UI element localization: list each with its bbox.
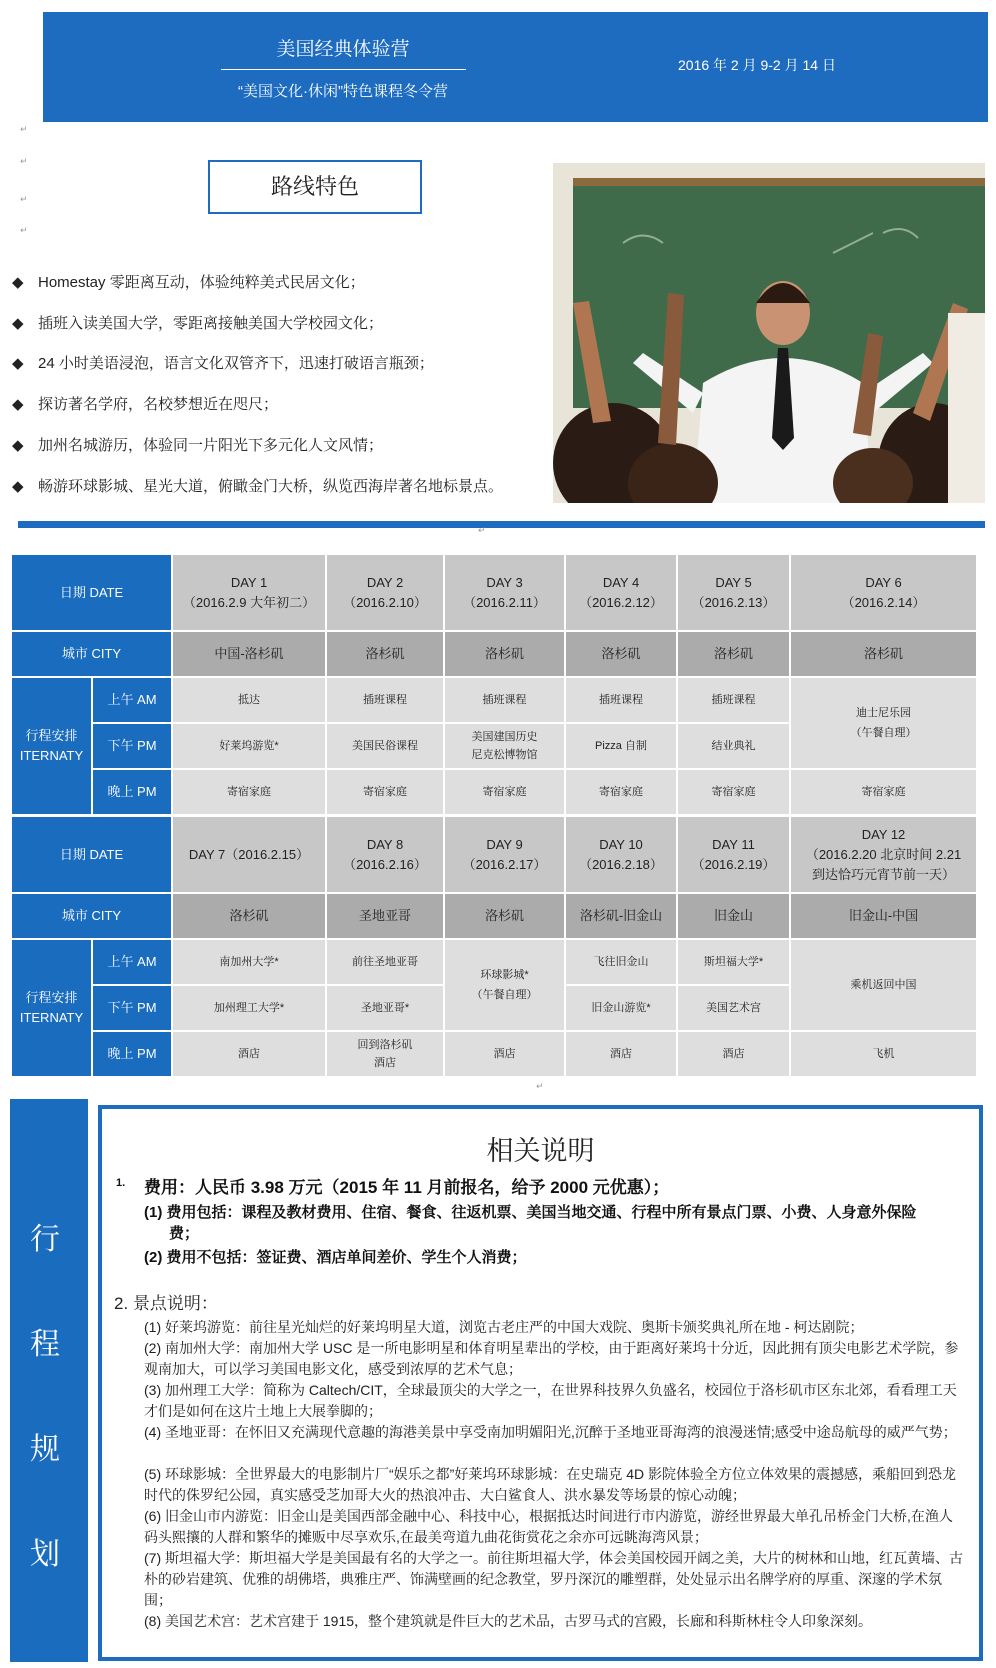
day-header: DAY 5 （2016.2.13） bbox=[678, 555, 789, 630]
city-cell: 中国-洛杉矶 bbox=[173, 632, 325, 676]
city-cell: 洛杉矶 bbox=[445, 632, 564, 676]
banner-subtitle: “美国文化·休闲”特色课程冬令营 bbox=[238, 83, 448, 100]
activity-pm: 加州理工大学* bbox=[173, 986, 325, 1030]
paragraph-mark: ↵ bbox=[478, 526, 486, 536]
fee-includes: (1) 费用包括：课程及教材费用、住宿、餐食、往返机票、美国当地交通、行程中所有景点门票、小费、人身意外保险 bbox=[144, 1204, 917, 1221]
paragraph-mark: ↵ bbox=[20, 226, 28, 236]
city-cell: 洛杉矶 bbox=[678, 632, 789, 676]
diamond-bullet-icon: ◆ bbox=[12, 355, 24, 372]
activity-daytime: 迪士尼乐园 （午餐自理） bbox=[791, 678, 976, 768]
city-cell: 圣地亚哥 bbox=[327, 894, 443, 938]
day-header: DAY 2 （2016.2.10） bbox=[327, 555, 443, 630]
activity-pm: 圣地亚哥* bbox=[327, 986, 443, 1030]
spot-item: (5) 环球影城：全世界最大的电影制片厂“娱乐之都”好莱坞环球影城：在史瑞克 4D 影院体验全方位立体效果的震撼感，乘船回到恐龙时代的侏罗纪公园，真实感受芝加哥大火的热浪冲击、大白鲨食人、洪水暴发等场景的惊心动魄； bbox=[144, 1466, 956, 1503]
city-cell: 洛杉矶 bbox=[445, 894, 564, 938]
pm-label: 下午 PM bbox=[93, 986, 171, 1030]
city-cell: 旧金山-中国 bbox=[791, 894, 976, 938]
feature-item: ◆ 插班入读美国大学，零距离接触美国大学校园文化； bbox=[12, 313, 383, 335]
spot-item: (1) 好莱坞游览：前往星光灿烂的好莱坞明星大道，浏览古老庄严的中国大戏院、奥斯卡颁奖典礼所在地 - 柯达剧院； bbox=[144, 1319, 864, 1335]
day-header: DAY 7（2016.2.15） bbox=[173, 817, 325, 892]
route-features-title: 路线特色 bbox=[208, 160, 422, 214]
activity-am: 斯坦福大学* bbox=[678, 940, 789, 984]
city-header: 城市 CITY bbox=[12, 894, 171, 938]
day-header: DAY 1 （2016.2.9 大年初二） bbox=[173, 555, 325, 630]
activity-am: 插班课程 bbox=[678, 678, 789, 722]
activity-pm: 旧金山游览* bbox=[566, 986, 676, 1030]
itinerary-header: 行程安排 ITERNATY bbox=[12, 940, 91, 1076]
day-header: DAY 3 （2016.2.11） bbox=[445, 555, 564, 630]
banner-date: 2016 年 2 月 9-2 月 14 日 bbox=[678, 57, 836, 73]
banner-divider bbox=[221, 69, 466, 70]
spot-item: (6) 旧金山市内游览：旧金山是美国西部金融中心、科技中心，根据抵达时间进行市内游览，游经世界最大单孔吊桥金门大桥,在渔人码头熙攘的人群和繁华的摊贩中尽享欢乐,在最美弯道九曲花街赏花之余亦可远眺海湾风景； bbox=[144, 1508, 953, 1545]
spot-item: (8) 美国艺术宫：艺术宫建于 1915，整个建筑就是件巨大的艺术品，古罗马式的宫殿，长廊和科斯林柱令人印象深刻。 bbox=[144, 1613, 873, 1629]
diamond-bullet-icon: ◆ bbox=[12, 315, 24, 332]
activity-am: 插班课程 bbox=[566, 678, 676, 722]
activity-am: 南加州大学* bbox=[173, 940, 325, 984]
header-banner bbox=[43, 12, 988, 122]
feature-item: ◆ Homestay 零距离互动，体验纯粹美式民居文化； bbox=[12, 272, 365, 294]
itinerary-header: 行程安排 ITERNATY bbox=[12, 678, 91, 814]
city-cell: 洛杉矶 bbox=[791, 632, 976, 676]
city-header: 城市 CITY bbox=[12, 632, 171, 676]
city-cell: 洛杉矶 bbox=[327, 632, 443, 676]
activity-night: 酒店 bbox=[566, 1032, 676, 1076]
am-label: 上午 AM bbox=[93, 678, 171, 722]
city-cell: 洛杉矶 bbox=[173, 894, 325, 938]
classroom-photo bbox=[553, 163, 985, 503]
notes-panel bbox=[98, 1105, 983, 1661]
itinerary-side-label bbox=[10, 1099, 88, 1662]
activity-pm: 结业典礼 bbox=[678, 724, 789, 768]
diamond-bullet-icon: ◆ bbox=[12, 396, 24, 413]
city-cell: 洛杉矶-旧金山 bbox=[566, 894, 676, 938]
activity-pm: 美国建国历史 尼克松博物馆 bbox=[445, 724, 564, 768]
side-label-char: 程 bbox=[30, 1328, 60, 1361]
activity-am: 抵达 bbox=[173, 678, 325, 722]
activity-night: 寄宿家庭 bbox=[791, 770, 976, 814]
day-header: DAY 10 （2016.2.18） bbox=[566, 817, 676, 892]
activity-night: 酒店 bbox=[173, 1032, 325, 1076]
spots-title: 2. 景点说明： bbox=[114, 1294, 218, 1313]
diamond-bullet-icon: ◆ bbox=[12, 478, 24, 495]
diamond-bullet-icon: ◆ bbox=[12, 437, 24, 454]
day-header: DAY 6 （2016.2.14） bbox=[791, 555, 976, 630]
activity-pm: 美国艺术宫 bbox=[678, 986, 789, 1030]
section-divider bbox=[18, 521, 985, 528]
activity-night: 酒店 bbox=[678, 1032, 789, 1076]
city-cell: 洛杉矶 bbox=[566, 632, 676, 676]
date-header: 日期 DATE bbox=[12, 817, 171, 892]
paragraph-mark: ↵ bbox=[20, 195, 28, 205]
side-label-char: 行 bbox=[30, 1223, 60, 1256]
paragraph-mark: ↵ bbox=[20, 125, 28, 135]
day-header: DAY 9 （2016.2.17） bbox=[445, 817, 564, 892]
feature-item: ◆ 加州名城游历，体验同一片阳光下多元化人文风情； bbox=[12, 435, 383, 457]
night-label: 晚上 PM bbox=[93, 770, 171, 814]
activity-night: 寄宿家庭 bbox=[566, 770, 676, 814]
activity-night: 寄宿家庭 bbox=[445, 770, 564, 814]
activity-daytime: 环球影城* （午餐自理） bbox=[445, 940, 564, 1030]
side-label-char: 划 bbox=[30, 1538, 60, 1571]
notes-title: 相关说明 bbox=[486, 1136, 595, 1166]
am-label: 上午 AM bbox=[93, 940, 171, 984]
banner-title: 美国经典体验营 bbox=[276, 39, 410, 60]
night-label: 晚上 PM bbox=[93, 1032, 171, 1076]
fee-excludes: (2) 费用不包括：签证费、酒店单间差价、学生个人消费； bbox=[144, 1249, 527, 1266]
day-header: DAY 11 （2016.2.19） bbox=[678, 817, 789, 892]
city-cell: 旧金山 bbox=[678, 894, 789, 938]
side-label-char: 规 bbox=[30, 1433, 60, 1466]
date-header: 日期 DATE bbox=[12, 555, 171, 630]
fee-includes-cont: 费； bbox=[169, 1225, 200, 1242]
activity-pm: 美国民俗课程 bbox=[327, 724, 443, 768]
activity-night: 酒店 bbox=[445, 1032, 564, 1076]
spot-item: (2) 南加州大学：南加州大学 USC 是一所电影明星和体育明星辈出的学校，由于距离好莱坞十分近，因此拥有顶尖电影艺术学院，参观南加大，可以学习美国电影文化，感受到浓厚的艺术气息； bbox=[144, 1340, 959, 1377]
diamond-bullet-icon: ◆ bbox=[12, 274, 24, 291]
fee-summary: 费用：人民币 3.98 万元（2015 年 11 月前报名，给予 2000 元优惠）； bbox=[144, 1178, 670, 1197]
activity-pm: Pizza 自制 bbox=[566, 724, 676, 768]
paragraph-mark: ↵ bbox=[536, 1082, 544, 1092]
day-header: DAY 12 （2016.2.20 北京时间 2.21 到达恰巧元宵节前一天） bbox=[791, 817, 976, 892]
day-header: DAY 8 （2016.2.16） bbox=[327, 817, 443, 892]
activity-am: 插班课程 bbox=[445, 678, 564, 722]
activity-night: 飞机 bbox=[791, 1032, 976, 1076]
activity-night: 寄宿家庭 bbox=[678, 770, 789, 814]
activity-night: 寄宿家庭 bbox=[173, 770, 325, 814]
spot-item: (4) 圣地亚哥：在怀旧又充满现代意趣的海港美景中享受南加明媚阳光,沉醉于圣地亚哥海湾的浪漫迷情;感受中途岛航母的威严气势； bbox=[144, 1424, 957, 1440]
feature-item: ◆ 探访著名学府，名校梦想近在咫尺； bbox=[12, 394, 278, 416]
spot-item: (3) 加州理工大学：简称为 Caltech/CIT，全球最顶尖的大学之一，在世界科技界久负盛名，校园位于洛杉矶市区东北郊，看看理工天才们是如何在这片土地上大展拳脚的； bbox=[144, 1382, 957, 1419]
feature-item: ◆ 24 小时美语浸泡，语言文化双管齐下，迅速打破语言瓶颈； bbox=[12, 353, 434, 375]
activity-pm: 好莱坞游览* bbox=[173, 724, 325, 768]
spot-item: (7) 斯坦福大学：斯坦福大学是美国最有名的大学之一。前往斯坦福大学，体会美国校园开阔之美，大片的树林和山地，红瓦黄墙、古朴的砂岩建筑、优雅的胡佛塔，典雅庄严、饰满壁画的纪念教堂，罗丹深沉的雕塑群，处处显示出名牌学府的厚重、深邃的学术氛围； bbox=[144, 1550, 963, 1608]
activity-am: 前往圣地亚哥 bbox=[327, 940, 443, 984]
activity-night: 回到洛杉矶 酒店 bbox=[327, 1032, 443, 1076]
activity-am: 飞往旧金山 bbox=[566, 940, 676, 984]
activity-night: 寄宿家庭 bbox=[327, 770, 443, 814]
day-header: DAY 4 （2016.2.12） bbox=[566, 555, 676, 630]
fee-number: 1. bbox=[116, 1177, 126, 1189]
activity-am: 插班课程 bbox=[327, 678, 443, 722]
paragraph-mark: ↵ bbox=[20, 157, 28, 167]
activity-daytime: 乘机返回中国 bbox=[791, 940, 976, 1030]
feature-item: ◆ 畅游环球影城、星光大道，俯瞰金门大桥，纵览西海岸著名地标景点。 bbox=[12, 476, 503, 498]
pm-label: 下午 PM bbox=[93, 724, 171, 768]
